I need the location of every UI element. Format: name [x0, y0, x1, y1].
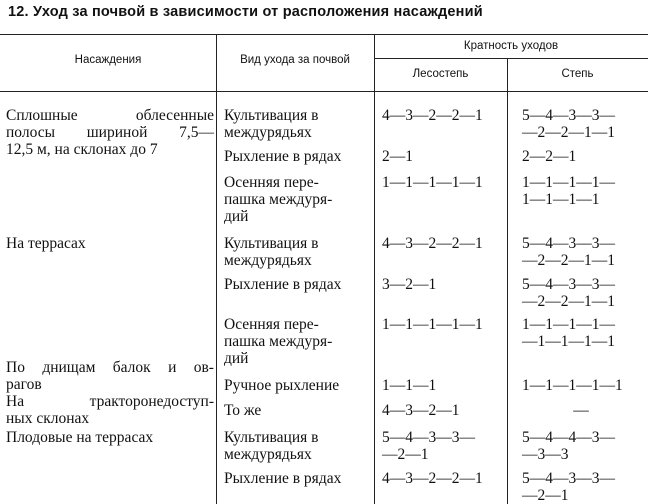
care-cell — [224, 107, 372, 141]
value-line: 1—1—1 — [382, 377, 437, 394]
care-line: То же — [224, 402, 262, 419]
word: тракторонедоступ- — [89, 393, 214, 410]
value-line: 3—2—1 — [382, 276, 437, 293]
planting-line: ных склонах — [6, 410, 90, 427]
planting-line: На террасах — [6, 235, 86, 252]
care-line: дий — [224, 208, 249, 225]
header-forest-steppe: Лесостепь — [412, 68, 469, 80]
value-line: —2—1 — [382, 446, 429, 463]
steppe-cell — [522, 470, 640, 504]
value-line: 1—1—1—1—1 — [522, 377, 623, 394]
planting-cell — [6, 107, 214, 158]
word: полосы — [6, 124, 56, 141]
header-frequency: Кратность уходов — [463, 40, 559, 52]
planting-line — [6, 393, 214, 410]
header-care-type: Вид ухода за почвой — [240, 54, 350, 66]
forest-steppe-cell — [382, 470, 500, 487]
care-cell — [224, 470, 372, 487]
care-line: междурядьях — [224, 252, 312, 269]
care-line: междурядьях — [224, 446, 312, 463]
value-line: 5—4—3—3— — [522, 107, 615, 124]
planting-cell — [6, 429, 214, 446]
care-cell — [224, 402, 372, 419]
planting-cell — [6, 393, 214, 427]
forest-steppe-cell — [382, 235, 500, 252]
word: Сплошные — [6, 107, 78, 124]
word: облесенные — [135, 107, 214, 124]
care-line: пашка междуря- — [224, 191, 333, 208]
care-cell — [224, 148, 372, 165]
word: 7,5— — [179, 124, 214, 141]
care-line: пашка междуря- — [224, 333, 333, 350]
forest-steppe-cell — [382, 174, 500, 191]
care-line: междурядьях — [224, 124, 312, 141]
steppe-cell — [522, 377, 640, 394]
value-line: 4—3—2—2—1 — [382, 470, 483, 487]
value-line: 2—2—1 — [522, 148, 577, 165]
planting-line — [6, 107, 214, 124]
planting-cell — [6, 235, 214, 252]
planting-line — [6, 359, 214, 376]
care-cell — [224, 276, 372, 293]
table-title: 12. Уход за почвой в зависимости от расположения насаждений — [8, 4, 483, 20]
care-cell — [224, 377, 372, 394]
care-line: Осенняя пере- — [224, 174, 319, 191]
steppe-cell — [522, 429, 640, 463]
steppe-cell — [522, 107, 640, 141]
value-line: 4—3—2—1 — [382, 402, 460, 419]
value-line: 1—1—1—1 — [522, 191, 600, 208]
value-line: —2—2—1—1 — [522, 124, 615, 141]
value-line: —2—2—1—1 — [522, 293, 615, 310]
value-line: 1—1—1—1—1 — [382, 174, 483, 191]
table-top-rule — [0, 34, 648, 35]
steppe-cell — [522, 402, 640, 419]
care-line: Рыхление в рядах — [224, 276, 342, 293]
value-line: 5—4—3—3— — [522, 470, 615, 487]
word: днищам — [42, 359, 96, 376]
column-divider-2 — [374, 34, 375, 504]
value-line: 2—1 — [382, 148, 413, 165]
subheader-rule — [374, 58, 648, 59]
value-line: 4—3—2—2—1 — [382, 235, 483, 252]
planting-line — [6, 124, 214, 141]
steppe-cell — [522, 174, 640, 208]
value-line: —3—3 — [522, 446, 569, 463]
value-line: 1—1—1—1—1 — [382, 316, 483, 333]
header-bottom-rule — [0, 91, 648, 92]
forest-steppe-cell — [382, 402, 500, 419]
header-plantings: Насаждения — [74, 54, 142, 66]
forest-steppe-cell — [382, 276, 500, 293]
column-divider-3 — [507, 58, 508, 504]
value-line: —1—1—1—1 — [522, 333, 615, 350]
value-line: 5—4—3—3— — [522, 276, 615, 293]
planting-line: Плодовые на террасах — [6, 429, 154, 446]
steppe-cell — [522, 276, 640, 310]
value-line: 5—4—3—3— — [382, 429, 475, 446]
value-line: 1—1—1—1— — [522, 316, 615, 333]
care-cell — [224, 316, 372, 367]
value-line: 5—4—3—3— — [522, 235, 615, 252]
care-line: Культивация в — [224, 235, 319, 252]
value-line: 1—1—1—1— — [522, 174, 615, 191]
steppe-cell — [522, 235, 640, 269]
forest-steppe-cell — [382, 429, 500, 463]
care-line: Рыхление в рядах — [224, 148, 342, 165]
care-line: Рыхление в рядах — [224, 470, 342, 487]
forest-steppe-cell — [382, 316, 500, 333]
forest-steppe-cell — [382, 377, 500, 394]
word: По — [6, 359, 25, 376]
care-cell — [224, 429, 372, 463]
word: шириной — [86, 124, 148, 141]
forest-steppe-cell — [382, 107, 500, 124]
value-line: —2—2—1—1 — [522, 252, 615, 269]
planting-line: 12,5 м, на склонах до 7 — [6, 141, 158, 158]
word: На — [6, 393, 25, 410]
planting-cell — [6, 359, 214, 393]
planting-line: рагов — [6, 376, 42, 393]
care-line: дий — [224, 350, 249, 367]
header-steppe: Степь — [561, 68, 594, 80]
care-line: Культивация в — [224, 107, 319, 124]
word: балок — [112, 359, 151, 376]
care-cell — [224, 235, 372, 269]
word: и — [168, 359, 177, 376]
value-line: —2—1 — [522, 487, 569, 504]
care-cell — [224, 174, 372, 225]
column-divider-1 — [216, 34, 217, 504]
steppe-cell — [522, 316, 640, 350]
forest-steppe-cell — [382, 148, 500, 165]
care-line: Осенняя пере- — [224, 316, 319, 333]
value-line: 5—4—4—3— — [522, 429, 615, 446]
value-line: 4—3—2—2—1 — [382, 107, 483, 124]
value-line: — — [573, 402, 589, 419]
steppe-cell — [522, 148, 640, 165]
care-line: Ручное рыхление — [224, 377, 340, 394]
word: ов- — [193, 359, 214, 376]
care-line: Культивация в — [224, 429, 319, 446]
